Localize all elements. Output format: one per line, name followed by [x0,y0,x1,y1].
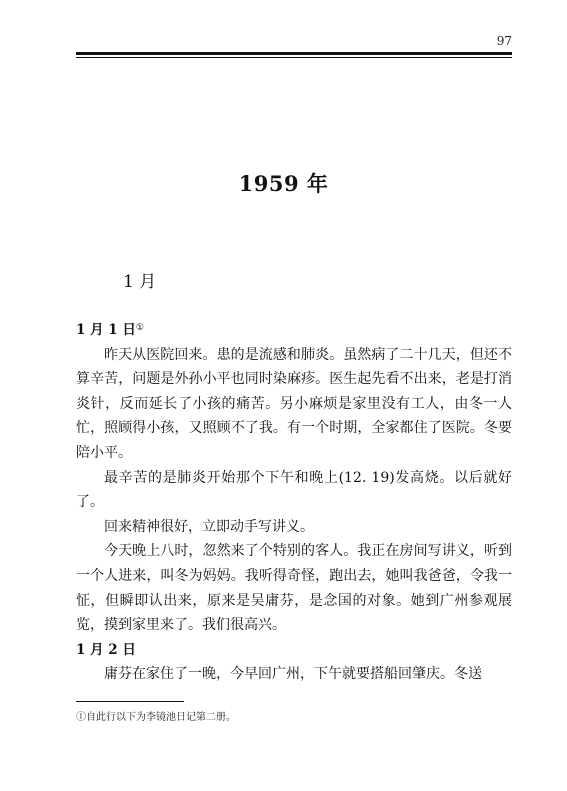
entry-paragraph: 最辛苦的是肺炎开始那个下午和晚上(12. 19)发高烧。以后就好了。 [76,469,512,511]
diary-entry [76,638,512,687]
entry-paragraph: 昨天从医院回来。患的是流感和肺炎。虽然病了二十几天，但还不算辛苦，问题是外孙小平也同时染麻疹。医生起先看不出来，老是打消炎针，反而延长了小孩的痛苦。另小麻烦是家里没有工人，由冬一人忙，照顾得小孩，又照顾不了我。有一个时期，全家都住了医院。冬要陪小平。 [76,346,512,461]
year-title: 1959 年 [238,171,329,196]
entry-date [76,638,512,663]
entry-date [76,318,512,343]
entry-paragraph: 回来精神很好，立即动手写讲义。 [104,518,314,535]
entry-date-text: 1 月 1 日 [76,322,136,338]
footnote: ①自此行以下为李镜池日记第二册。 [76,712,236,723]
footnote-rule [76,701,184,702]
page-number: 97 [496,34,512,48]
header-rule-thin [76,57,512,58]
month-heading: 1 月 [123,272,157,292]
diary-body [76,318,512,687]
entry-paragraph: 庸芬在家住了一晚，今早回广州，下午就要搭船回肇庆。冬送 [104,666,482,683]
diary-entry [76,318,512,638]
header-rule-thick [76,52,512,55]
entry-date-text: 1 月 2 日 [76,641,136,658]
footnote-marker: ① [135,323,144,333]
entry-paragraph: 今天晚上八时，忽然来了个特别的客人。我正在房间写讲义，听到一个人进来，叫冬为妈妈。我听得奇怪，跑出去，她叫我爸爸，令我一怔，但瞬即认出来，原来是吴庸芬，是念国的对象。她到广州参观展览，摸到家里来了。我们很高兴。 [76,543,512,634]
